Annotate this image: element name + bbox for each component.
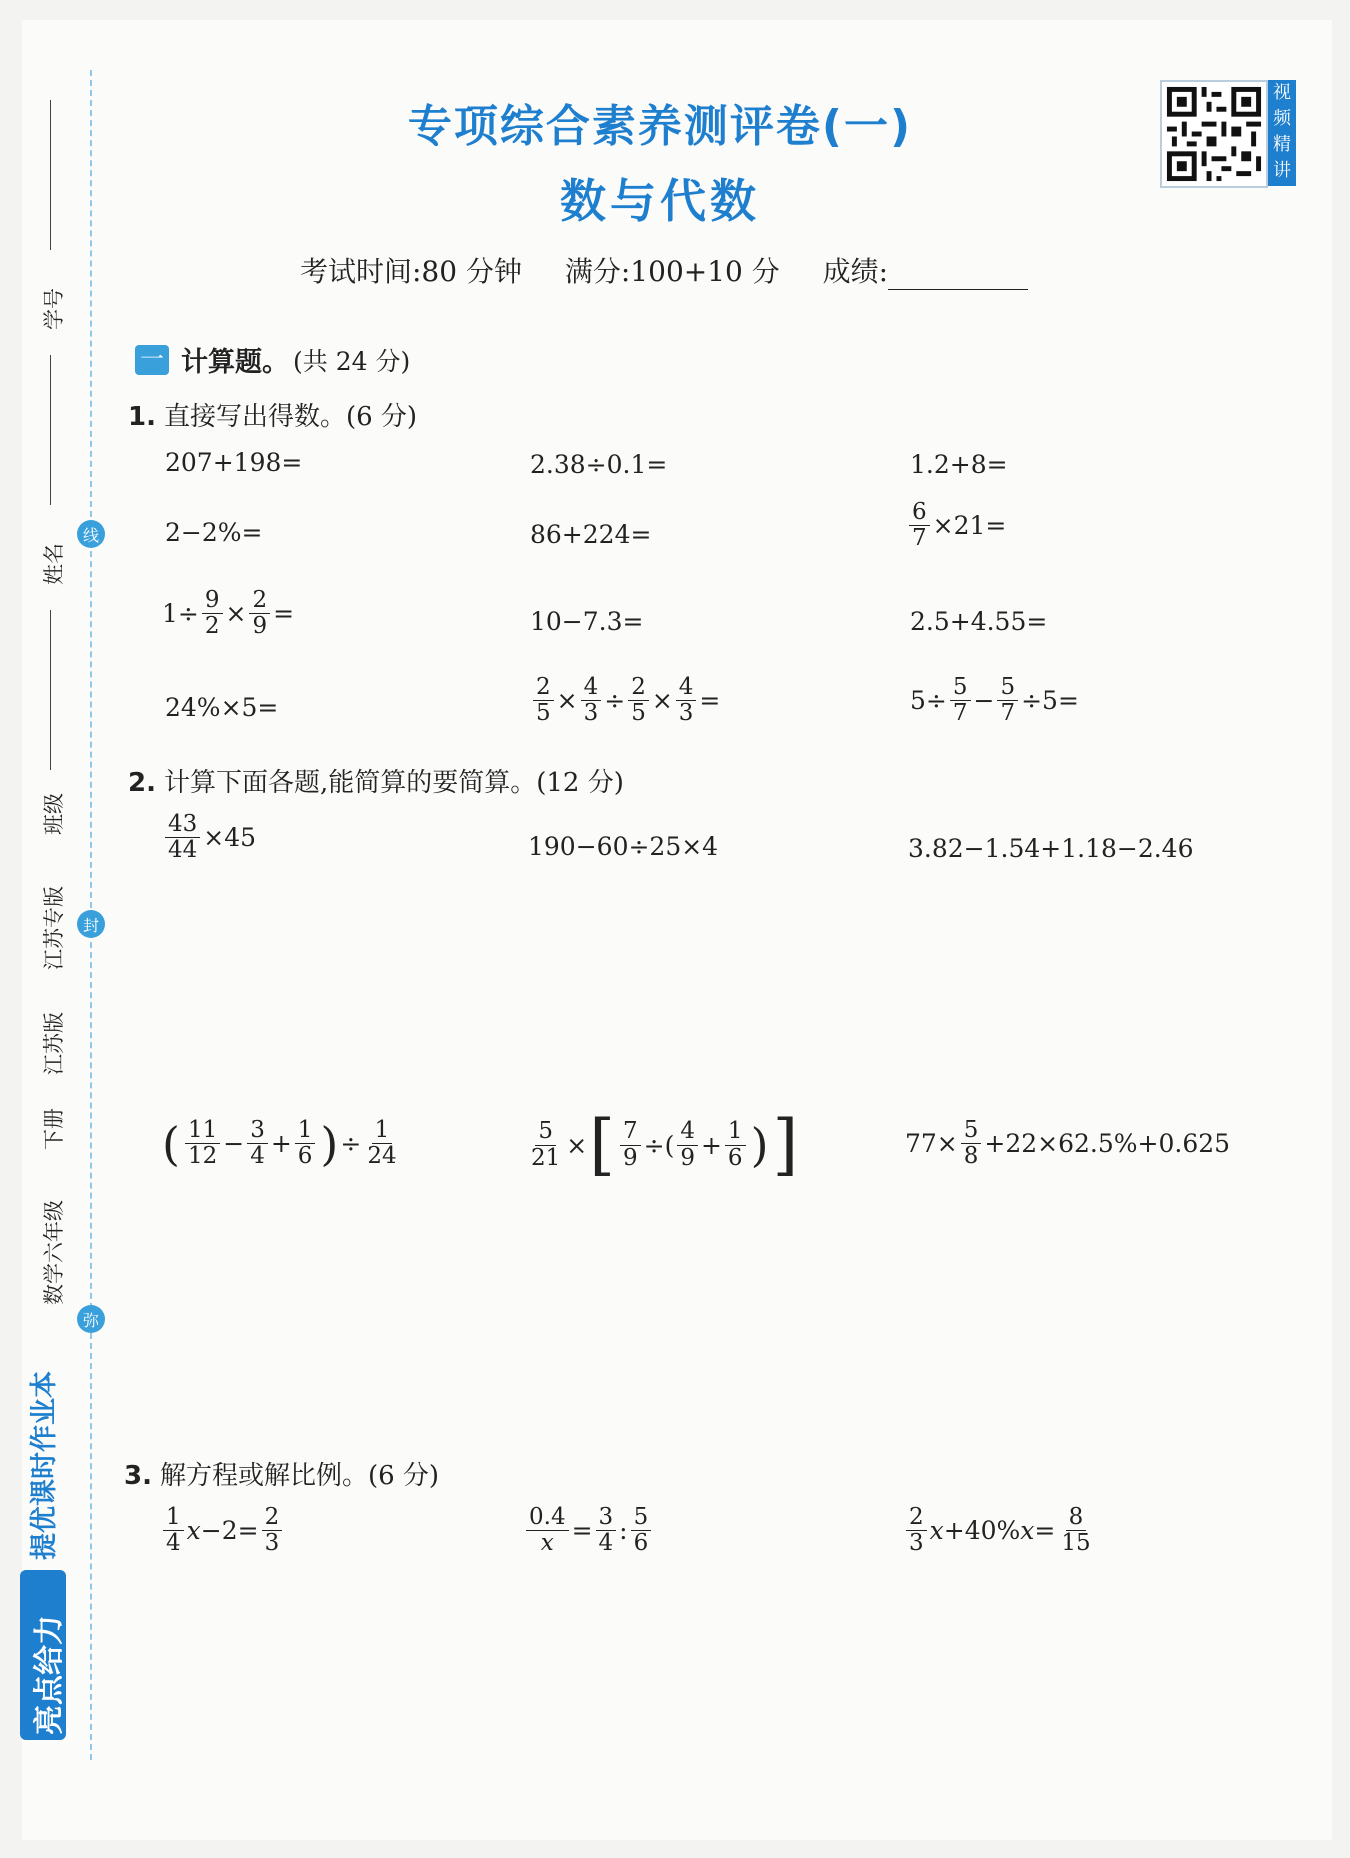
edition-label-2: 江苏版 [42, 1012, 66, 1075]
fraction: $\frac{1}{24}$ [367, 1117, 397, 1170]
section-1-title: 计算题。 [181, 347, 289, 378]
fraction: $\frac{4}{3}$ [676, 675, 697, 727]
q1-item-3: 1.2+8= [910, 450, 1008, 479]
seal-line-marker: 线 [77, 520, 105, 548]
section-1-number: 一 [135, 345, 169, 375]
binding-strip [0, 0, 100, 1858]
fraction: $\frac{2}{3}$ [906, 1505, 927, 1557]
q1-item-10: 24%×5= [165, 693, 279, 722]
fraction: $\frac{1}{6}$ [725, 1119, 746, 1171]
q1-item-2: 2.38÷0.1= [530, 450, 668, 479]
fraction: $\frac{3}{4}$ [596, 1505, 617, 1557]
fraction: $\frac{5}{6}$ [631, 1505, 652, 1557]
brand-name: 提优课时作业本 [29, 1371, 60, 1560]
score-blank[interactable] [888, 267, 1028, 290]
q1-item-12: 5÷ $\frac{5}{7}$ − $\frac{5}{7}$ ÷5= [910, 674, 1079, 727]
q3-text: 解方程或解比例。(6 分) [159, 1461, 440, 1491]
exam-time: 考试时间:80 分钟 [300, 255, 522, 288]
section-1-heading [135, 340, 410, 379]
fraction: $\frac{1}{4}$ [163, 1505, 184, 1557]
fraction: $\frac{4}{3}$ [581, 675, 602, 727]
q2-item-d: ( $\frac{11}{12}$ − $\frac{3}{4}$ + $\frac{1}{6}$ ) ÷ $\frac{1}{24}$ [160, 1118, 403, 1170]
q2-item-b: 190−60÷25×4 [528, 832, 719, 861]
fraction: $\frac{4}{9}$ [677, 1119, 698, 1171]
q1-heading [128, 396, 417, 433]
q3-item-a: $\frac{1}{4}$ x −2= $\frac{2}{3}$ [160, 1505, 285, 1557]
name-line [50, 355, 51, 505]
page-title: 专项综合素养测评卷(一) [407, 101, 913, 152]
q1-item-9: 2.5+4.55= [910, 607, 1048, 636]
seal-seal-marker: 封 [77, 910, 105, 938]
q3-item-c: $\frac{2}{3}$ x +40% x = $\frac{8}{15}$ [903, 1505, 1097, 1557]
q2-item-c: 3.82−1.54+1.18−2.46 [908, 834, 1194, 863]
q2-heading [128, 762, 624, 799]
q3-number: 3. [124, 1461, 152, 1491]
q2-text: 计算下面各题,能简算的要简算。(12 分) [163, 768, 624, 798]
fraction: $\frac{2}{5}$ [533, 675, 554, 727]
fraction: $\frac{6}{7}$ [909, 500, 930, 552]
q1-text: 直接写出得数。(6 分) [163, 402, 418, 432]
qr-video-tag: 视频精讲 [1268, 80, 1296, 186]
score-label: 成绩: [822, 255, 889, 288]
name-label: 姓名 [42, 543, 66, 585]
qr-code-icon[interactable] [1160, 80, 1268, 188]
full-score: 满分:100+10 分 [564, 255, 780, 288]
page-subtitle: 数与代数 [560, 174, 760, 228]
class-line [50, 610, 51, 770]
q2-item-e: $\frac{5}{21}$ × [ $\frac{7}{9}$ ÷( $\frac{4}{9}$ + $\frac{1}{6}$ ) ] [525, 1112, 800, 1178]
q1-item-11: $\frac{2}{5}$ × $\frac{4}{3}$ ÷ $\frac{2}{5}$ × $\frac{4}{3}$ = [530, 675, 720, 727]
q1-item-6: $\frac{6}{7}$ ×21= [906, 500, 1006, 552]
fraction: $\frac{9}{2}$ [202, 588, 223, 640]
q1-number: 1. [128, 402, 156, 432]
fraction: $\frac{7}{9}$ [620, 1119, 641, 1171]
q1-item-1: 207+198= [165, 448, 303, 477]
fraction: $\frac{1}{6}$ [295, 1118, 316, 1170]
fraction: $\frac{5}{7}$ [950, 675, 971, 727]
grade-label: 数学六年级 [42, 1200, 66, 1305]
edition-label-1: 江苏专版 [42, 886, 66, 970]
student-id-line [50, 100, 51, 250]
q1-item-7: 1÷ $\frac{9}{2}$ × $\frac{2}{9}$ = [162, 587, 295, 640]
fraction: $\frac{2}{9}$ [249, 588, 270, 640]
brand-logo-text: 亮点给力 [32, 1615, 67, 1735]
q1-item-4: 2−2%= [165, 518, 263, 547]
q1-item-8: 10−7.3= [530, 607, 644, 636]
fraction: $\frac{5}{21}$ [531, 1118, 561, 1171]
class-label: 班级 [42, 793, 66, 835]
fraction: $\frac{5}{8}$ [961, 1118, 982, 1170]
student-id-label: 学号 [42, 288, 66, 330]
exam-info [300, 250, 1062, 290]
volume-label: 下册 [42, 1108, 66, 1150]
fraction: $\frac{3}{4}$ [247, 1118, 268, 1170]
q2-item-a: $\frac{43}{44}$ ×45 [162, 812, 256, 864]
fraction: $\frac{0.4}{x}$ [526, 1505, 569, 1557]
q2-item-f: 77× $\frac{5}{8}$ +22×62.5%+0.625 [905, 1117, 1231, 1170]
fraction: $\frac{2}{3}$ [262, 1505, 283, 1557]
fraction: $\frac{5}{7}$ [997, 675, 1018, 727]
fraction: $\frac{2}{5}$ [628, 675, 649, 727]
q2-number: 2. [128, 768, 156, 798]
page [22, 20, 1332, 1840]
fraction: $\frac{11}{12}$ [185, 1118, 220, 1170]
q3-heading [124, 1455, 439, 1492]
seal-close-marker: 弥 [77, 1305, 105, 1333]
fraction: $\frac{8}{15}$ [1061, 1504, 1091, 1557]
q3-item-b: $\frac{0.4}{x}$ = $\frac{3}{4}$ : $\frac{5}{6}$ [523, 1505, 654, 1557]
qr-code-block[interactable] [1160, 80, 1300, 190]
section-1-note: (共 24 分) [293, 346, 411, 376]
q1-item-5: 86+224= [530, 520, 652, 549]
fraction: $\frac{43}{44}$ [165, 812, 200, 864]
